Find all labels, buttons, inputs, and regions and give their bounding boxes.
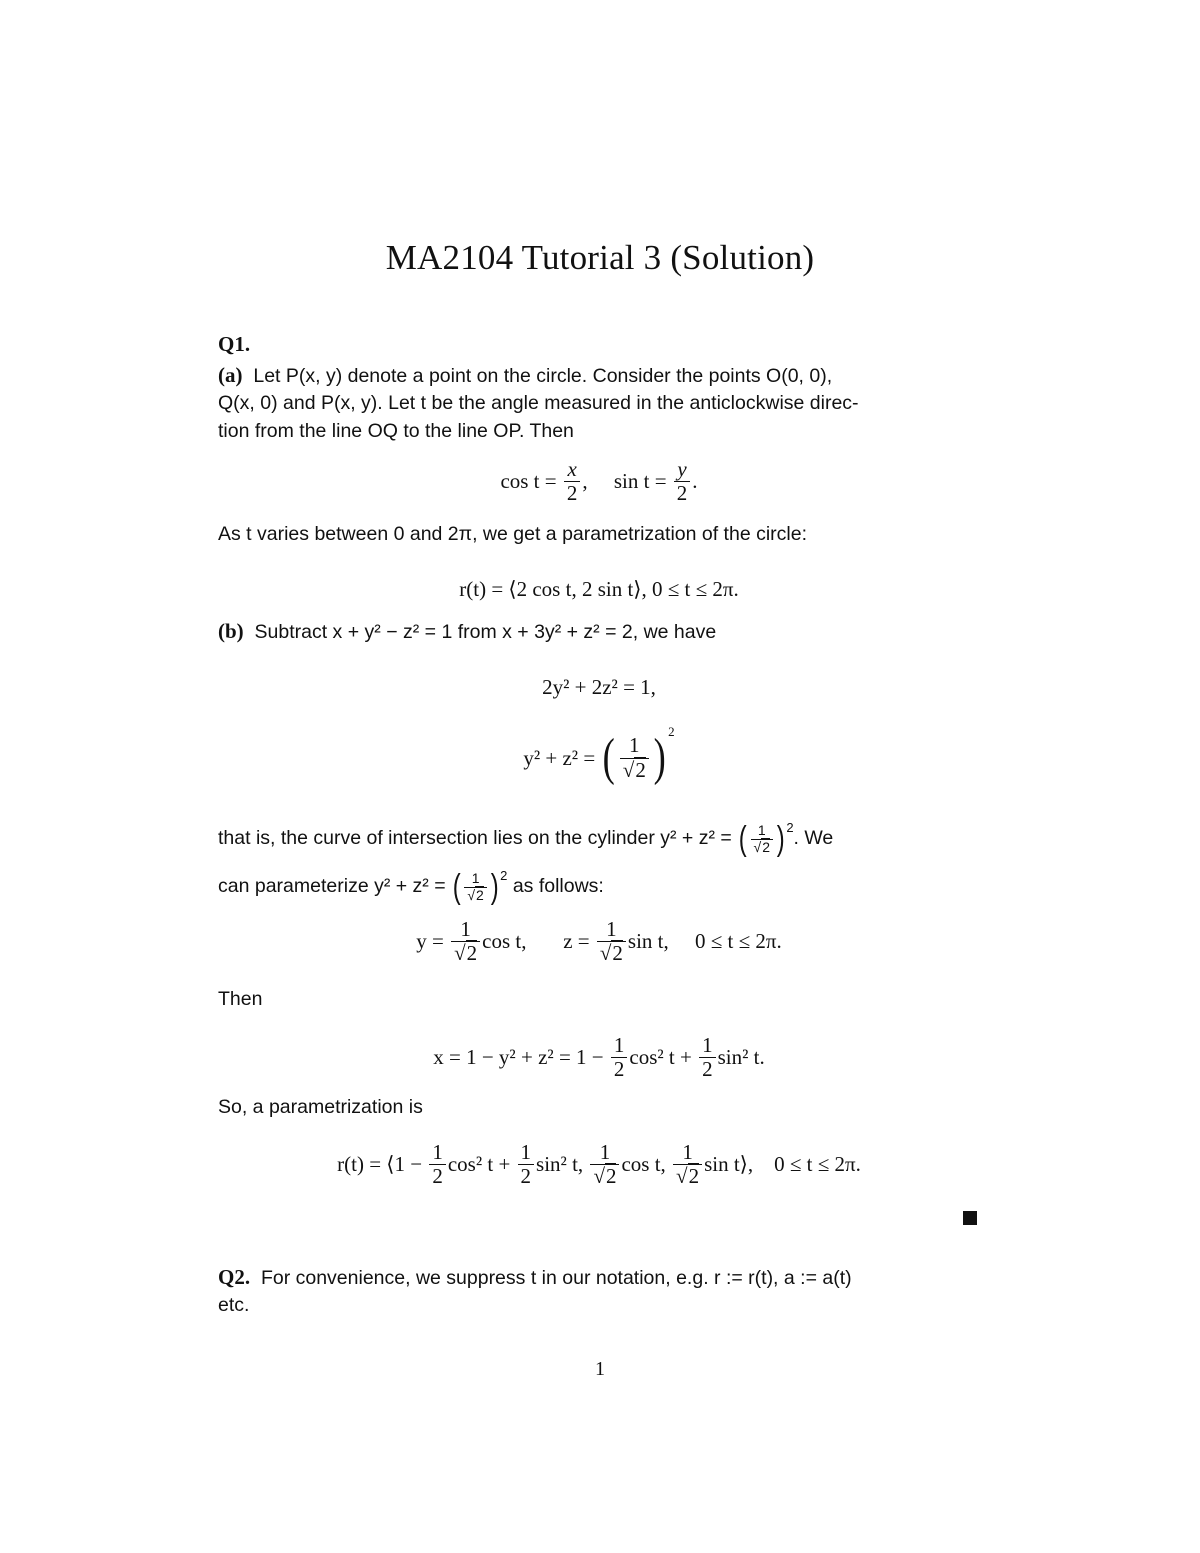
q1a-intro-line-2: Q(x, 0) and P(x, y). Let t be the angle measured in the anticlockwise direc- — [218, 392, 859, 414]
eq1-sin: sin t = — [613, 469, 667, 494]
eq6-cos: cos² t + — [629, 1045, 692, 1070]
q2-line-1 — [218, 1263, 980, 1292]
so-line: So, a parametrization is — [218, 1096, 423, 1118]
fraction-one-over-sqrt2: $\frac{1}{√2}$ — [597, 918, 626, 965]
parameterize-text-1: can parameterize y² + z² = — [218, 875, 446, 898]
equation-circle-param: r(t) = ⟨2 cos t, 2 sin t⟩, 0 ≤ t ≤ 2π. — [459, 577, 739, 601]
fraction-numerator: 1 — [451, 918, 480, 942]
eq6-lhs: x = 1 − y² + z² = 1 − — [433, 1045, 604, 1070]
fraction-one-over-sqrt2: $\frac{1}{√2}$ — [673, 1141, 702, 1188]
eq7-cos2: cos² t + — [447, 1152, 511, 1177]
q1a-label: (a) — [218, 363, 243, 387]
fraction-one-over-sqrt2: $\frac{1}{√2}$ — [451, 918, 480, 965]
q1a-intro-line-1 — [218, 361, 980, 390]
equation-2y2-2z2: 2y² + 2z² = 1, — [542, 675, 656, 699]
sqrt-argument: 2 — [688, 1164, 700, 1189]
eq7-cos: cos t, — [621, 1152, 666, 1177]
qed-square-icon — [963, 1211, 977, 1225]
q1a-intro-text-1: Let P(x, y) denote a point on the circle. Consider the points O(0, 0), — [253, 365, 833, 387]
fraction-one-half — [611, 1034, 628, 1081]
fraction-numerator: 1 — [464, 871, 486, 887]
equation-x-expression — [218, 1034, 980, 1081]
fraction-numerator: 1 — [611, 1034, 628, 1058]
eq4-lhs: y² + z² = — [523, 745, 596, 770]
eq6-sin: sin² t. — [717, 1045, 765, 1070]
then-line: Then — [218, 988, 263, 1010]
fraction-one-half — [699, 1034, 716, 1081]
inline-fraction-one-over-sqrt2: $\frac{1}{√2}$ — [464, 871, 486, 903]
fraction-x-over-2 — [564, 458, 581, 505]
equation-cos-sin: cos t = $\frac{x}{2}$ , sin t = $\frac{y}{2}$ . — [500, 457, 698, 506]
fraction-one-over-sqrt2: $\frac{1}{√2}$ — [620, 734, 649, 781]
inline-fraction-one-over-sqrt2: $\frac{1}{√2}$ — [751, 823, 773, 855]
fraction-numerator: 1 — [699, 1034, 716, 1058]
q1-heading: Q1. — [218, 332, 251, 356]
sqrt-argument: 2 — [762, 838, 770, 855]
q1b-subtract-line — [218, 617, 980, 646]
q1b-label: (b) — [218, 619, 244, 643]
fraction-one-over-sqrt2: $\frac{1}{√2}$ — [590, 1141, 619, 1188]
fraction-numerator: 1 — [518, 1141, 535, 1165]
fraction-numerator: 1 — [673, 1141, 702, 1165]
fraction-numerator: y — [674, 458, 691, 482]
fraction-denominator: 2 — [613, 1057, 625, 1082]
sqrt-argument: 2 — [476, 886, 484, 903]
equation-y-z-param — [218, 918, 980, 965]
fraction-denominator: 2 — [520, 1164, 532, 1189]
parameterize-text-2: as follows: — [512, 875, 604, 898]
fraction-numerator: x — [564, 458, 581, 482]
q1b-parameterize-line: can parameterize y² + z² = ( $\frac{1}{√2}$ ) $^2$ as follows: — [218, 868, 604, 906]
eq7-sin2: sin² t, — [536, 1152, 584, 1177]
fraction-numerator: 1 — [620, 734, 649, 758]
fraction-numerator: 1 — [590, 1141, 619, 1165]
fraction-denominator: 2 — [702, 1057, 713, 1082]
eq5-cos: cos t, — [482, 929, 527, 954]
eq1-cos: cos t = — [500, 469, 557, 494]
fraction-y-over-2 — [674, 458, 691, 505]
fraction-numerator: 1 — [429, 1141, 446, 1165]
q1b-cylinder-line: that is, the curve of intersection lies on the cylinder y² + z² = ( $\frac{1}{√2}$ ) $^2$. We — [218, 820, 834, 858]
q1a-intro-line-3: tion from the line OQ to the line OP. Then — [218, 420, 574, 442]
eq7-start: r(t) = ⟨1 − — [337, 1152, 423, 1177]
fraction-numerator: 1 — [751, 823, 773, 839]
fraction-denominator: 2 — [676, 481, 688, 506]
q2-line-2: etc. — [218, 1294, 250, 1316]
q2-text-1: For convenience, we suppress t in our notation, e.g. r := r(t), a := a(t) — [260, 1267, 852, 1289]
q2-heading: Q2. — [218, 1265, 251, 1289]
eq5-z: z = — [563, 929, 590, 954]
sqrt-argument: 2 — [635, 757, 646, 782]
sqrt-argument: 2 — [612, 941, 623, 966]
q1a-vary-line: As t varies between 0 and 2π, we get a parametrization of the circle: — [218, 523, 808, 545]
eq5-y: y = — [416, 929, 444, 954]
equation-final-param — [218, 1141, 980, 1188]
eq7-range: 0 ≤ t ≤ 2π. — [774, 1152, 861, 1177]
fraction-one-half — [518, 1141, 535, 1188]
fraction-denominator: 2 — [566, 481, 578, 506]
eq7-sin: sin t⟩, — [704, 1152, 754, 1177]
sqrt-argument: 2 — [466, 941, 478, 966]
q1b-subtract-text: Subtract x + y² − z² = 1 from x + 3y² + z² = 2, we have — [254, 621, 717, 643]
sqrt-argument: 2 — [605, 1164, 617, 1189]
eq5-range: 0 ≤ t ≤ 2π. — [695, 929, 782, 954]
fraction-numerator: 1 — [597, 918, 626, 942]
fraction-one-half — [429, 1141, 446, 1188]
page-title: MA2104 Tutorial 3 (Solution) — [385, 238, 815, 277]
cylinder-text-2: . We — [793, 827, 834, 850]
equation-cylinder: y² + z² = ( $\frac{1}{√2}$ ) $^2$ — [523, 724, 675, 786]
cylinder-text-1: that is, the curve of intersection lies on the cylinder y² + z² = — [218, 827, 732, 850]
page-number: 1 — [595, 1358, 605, 1380]
eq5-sin: sin t, — [627, 929, 669, 954]
fraction-denominator: 2 — [432, 1164, 443, 1189]
